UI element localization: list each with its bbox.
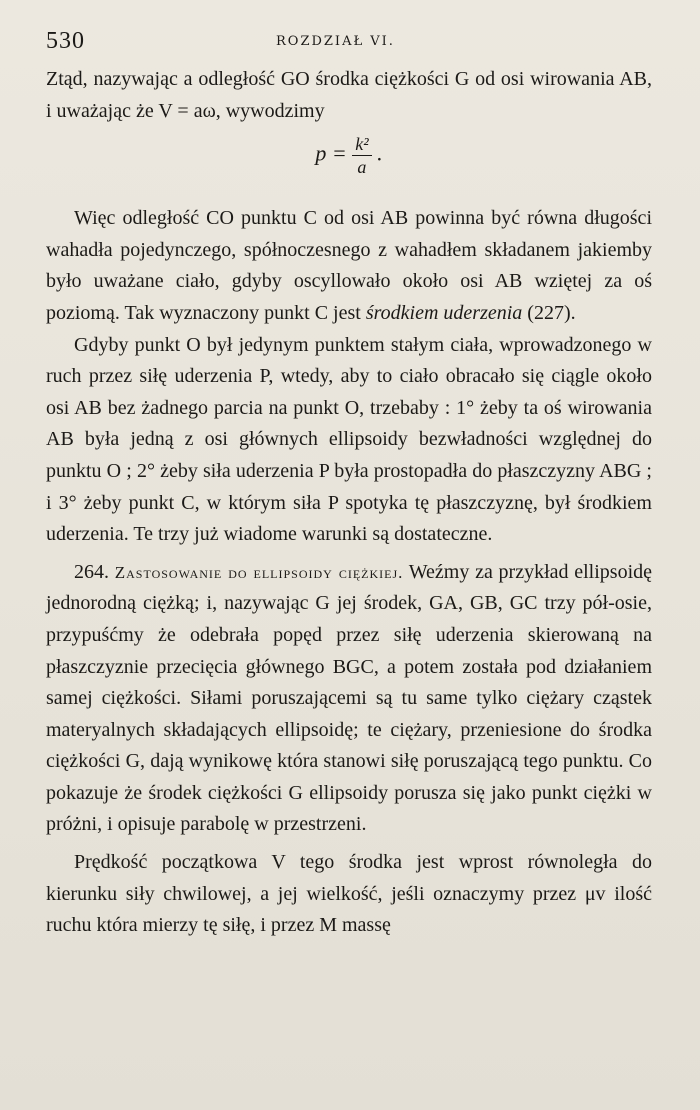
formula-p-equals-k2-over-a (46, 133, 652, 189)
formula-end: . (377, 140, 383, 166)
paragraph-conditions: Gdyby punkt O był jedynym punktem stałym ciała, wprowadzonego w ruch przez siłę uderzenia P, wtedy, aby to ciało obracało się ciągle około osi AB bez żadnego parcia na punkt O, trzebaby : 1° żeby ta oś wirowania AB była jedną z osi głównych ellipsoidy bezwładności względnej do punktu O ; 2° żeby siła uderzenia P była prostopadła do płaszczyzny ABG ; i 3° żeby punkt C, w którym siła P spotyka tę płaszczyznę, był środkiem uderzenia. Te trzy już wiadome warunki są dostateczne. (46, 333, 652, 546)
formula-fraction (352, 133, 371, 178)
formula-denominator: a (357, 157, 367, 178)
page-number: 530 (46, 28, 85, 54)
formula-lhs: p = (315, 140, 347, 166)
running-title: ROZDZIAŁ VI. (276, 34, 395, 49)
paragraph-text-end: (227). (522, 301, 576, 324)
paragraph-initial-velocity: Prędkość początkowa V tego środka jest wprost równoległa do kierunku siły chwilowej, a jej wielkość, jeśli oznaczymy przez μv ilość ruchu która mierzy tę siłę, i przez M massę (46, 851, 652, 937)
section-264 (46, 557, 652, 841)
section-number: 264. (74, 560, 109, 583)
paragraph-intro: Ztąd, nazywając a odległość GO środka ciężkości G od osi wirowania AB, i uważając że V = aω, wywodzimy (46, 68, 652, 122)
paragraph-center-of-percussion (46, 203, 652, 329)
section-text: Weźmy za przykład ellipsoidę jednorodną ciężką; i, nazywając G jej środek, GA, GB, GC trzy pół-osie, przypuśćmy że odebrała popęd przez siłę uderzenia skierowaną na płaszczyznie przecięcia głównego BGC, a potem została pod działaniem samej ciężkości. Siłami poruszającemi są tu same tylko ciężary cząstek materyalnych składających ellipsoidę; te ciężary, przeniesione do środka ciężkości G, dają wynikowę która stanowi siłę poruszającą tego punktu. Co pokazuje że środek ciężkości G ellipsoidy porusza się jako punkt ciężki w próżni, i opisuje parabolę w przestrzeni. (46, 560, 653, 836)
body-text (46, 64, 652, 942)
page-header (46, 28, 642, 56)
section-heading: Zastosowanie do ellipsoidy ciężkiej. (114, 562, 404, 582)
paragraph-text: Więc odległość CO punktu C od osi AB powinna być równa długości wahadła pojedynczego, spółnoczesnego z wahadłem składanem jakiemby było uważane ciało, gdyby oscyllowało około osi AB wziętej za oś poziomą. Tak wyznaczony punkt C jest (46, 207, 652, 324)
formula-numerator: k² (352, 133, 371, 156)
emphasis-term: środkiem uderzenia (365, 301, 523, 324)
